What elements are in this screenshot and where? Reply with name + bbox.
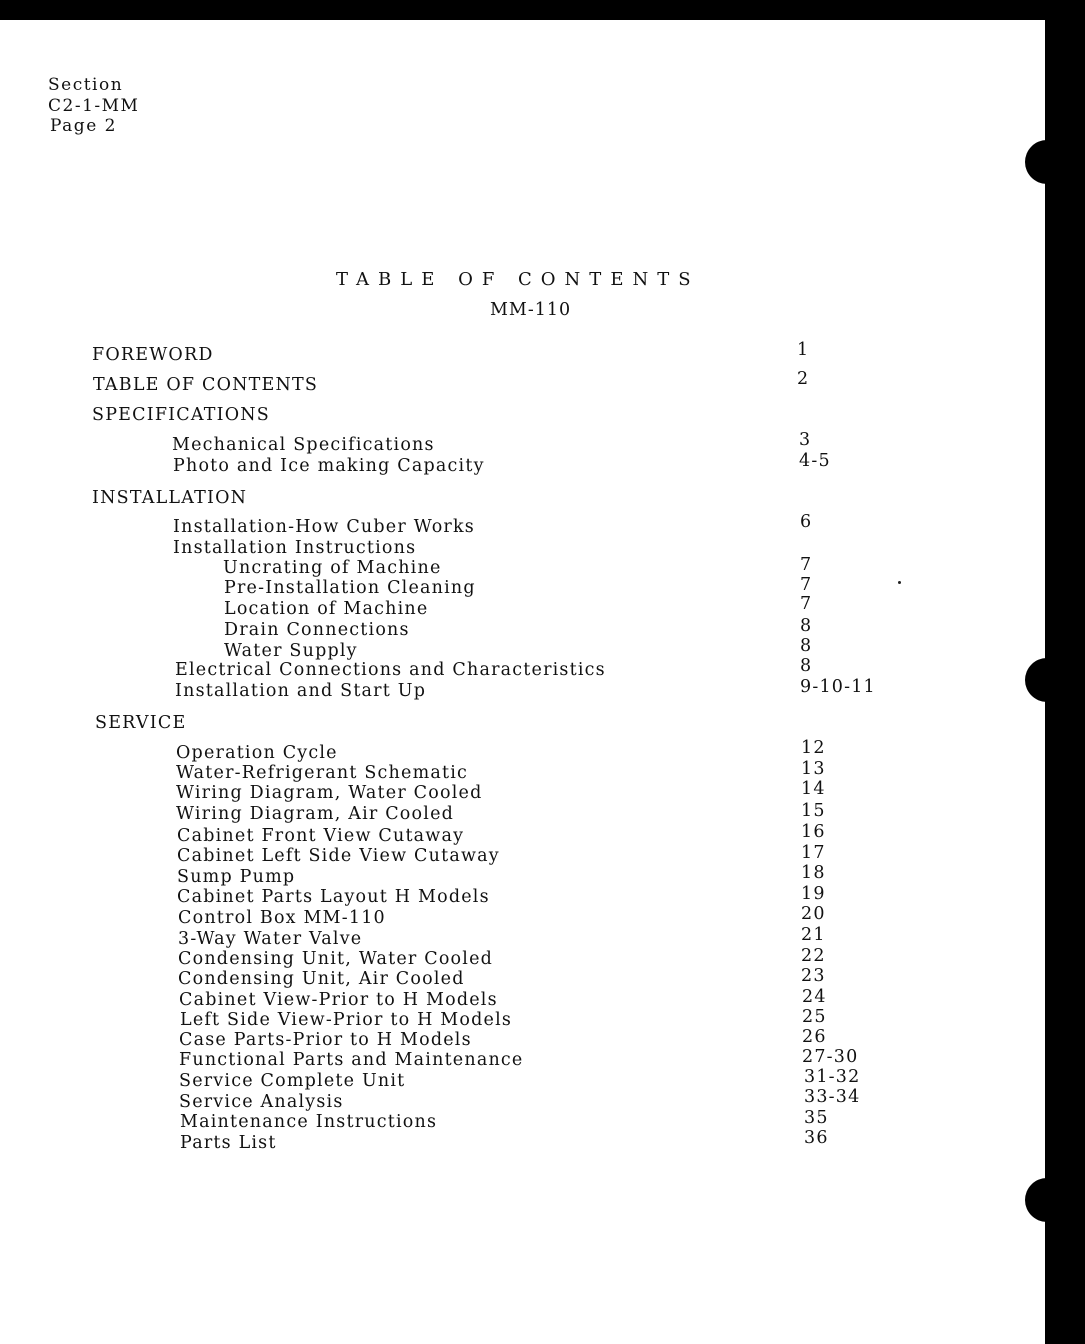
toc-entry: Wiring Diagram, Water Cooled [176, 783, 483, 803]
toc-page: 33-34 [804, 1087, 861, 1107]
toc-page: 23 [801, 966, 826, 986]
document-title: TABLE OF CONTENTS [336, 269, 700, 290]
toc-page: 7 [800, 555, 813, 575]
toc-page: 4-5 [799, 451, 831, 471]
toc-page: 15 [801, 801, 826, 821]
toc-entry: Cabinet Left Side View Cutaway [177, 846, 500, 866]
toc-page: 26 [802, 1027, 827, 1047]
toc-page: 31-32 [804, 1067, 861, 1087]
toc-page: 13 [801, 759, 826, 779]
toc-heading-contents: TABLE OF CONTENTS [93, 375, 319, 395]
toc-page: 21 [801, 925, 826, 945]
toc-entry: Wiring Diagram, Air Cooled [176, 804, 455, 824]
toc-page: 14 [801, 779, 826, 799]
toc-page: 25 [802, 1007, 827, 1027]
page-number: Page 2 [50, 116, 117, 136]
toc-page: 22 [801, 946, 826, 966]
toc-entry: Drain Connections [224, 620, 410, 640]
toc-entry: Pre-Installation Cleaning [224, 578, 476, 598]
toc-page: 12 [801, 738, 826, 758]
scan-speck [898, 581, 901, 584]
toc-entry: Service Complete Unit [179, 1071, 406, 1091]
section-label: Section [48, 75, 124, 95]
toc-page: 27-30 [802, 1047, 859, 1067]
toc-page: 35 [804, 1108, 829, 1128]
toc-entry: Left Side View-Prior to H Models [180, 1010, 513, 1030]
toc-entry: Sump Pump [177, 867, 296, 887]
toc-entry: Location of Machine [224, 599, 429, 619]
toc-heading-installation: INSTALLATION [92, 488, 248, 508]
toc-entry: Cabinet View-Prior to H Models [179, 990, 498, 1010]
toc-page: 8 [800, 616, 813, 636]
toc-page: 8 [800, 636, 813, 656]
toc-entry: Parts List [180, 1133, 277, 1153]
toc-entry: Control Box MM-110 [178, 908, 386, 928]
document-page [0, 20, 1045, 1344]
toc-entry: Water Supply [224, 641, 358, 661]
toc-page: 20 [801, 904, 826, 924]
toc-heading-service: SERVICE [95, 713, 187, 733]
model-number: MM-110 [490, 300, 572, 320]
toc-page: 2 [797, 369, 810, 389]
toc-page: 16 [801, 822, 826, 842]
toc-entry: Installation-How Cuber Works [173, 517, 475, 537]
toc-entry: Installation Instructions [173, 538, 417, 558]
toc-entry: Photo and Ice making Capacity [173, 456, 485, 476]
toc-entry: Functional Parts and Maintenance [179, 1050, 524, 1070]
binder-hole [1025, 1178, 1069, 1222]
toc-page: 24 [802, 987, 827, 1007]
toc-page: 19 [801, 884, 826, 904]
toc-entry: Maintenance Instructions [180, 1112, 438, 1132]
toc-heading-specifications: SPECIFICATIONS [92, 405, 270, 425]
toc-page: 17 [801, 843, 826, 863]
toc-entry: Cabinet Parts Layout H Models [177, 887, 490, 907]
toc-page: 8 [800, 656, 813, 676]
toc-entry: Installation and Start Up [175, 681, 427, 701]
toc-entry: Operation Cycle [176, 743, 338, 763]
toc-entry: 3-Way Water Valve [178, 929, 363, 949]
toc-entry: Case Parts-Prior to H Models [179, 1030, 472, 1050]
section-code: C2-1-MM [48, 96, 140, 116]
toc-entry: Condensing Unit, Air Cooled [178, 969, 465, 989]
toc-entry: Electrical Connections and Characteristics [175, 660, 606, 680]
toc-page: 6 [800, 512, 813, 532]
toc-entry: Cabinet Front View Cutaway [177, 826, 465, 846]
toc-entry: Condensing Unit, Water Cooled [178, 949, 494, 969]
toc-page: 7 [800, 575, 813, 595]
toc-entry: Water-Refrigerant Schematic [176, 763, 469, 783]
toc-page: 18 [801, 863, 826, 883]
binder-hole [1025, 140, 1069, 184]
toc-page: 9-10-11 [800, 677, 876, 697]
toc-page: 3 [799, 430, 812, 450]
toc-page: 1 [797, 340, 810, 360]
toc-page: 7 [800, 594, 813, 614]
toc-page: 36 [804, 1128, 829, 1148]
toc-entry: Mechanical Specifications [172, 435, 435, 455]
toc-entry: Uncrating of Machine [223, 558, 442, 578]
toc-heading-foreword: FOREWORD [92, 345, 214, 365]
toc-entry: Service Analysis [179, 1092, 344, 1112]
binder-hole [1025, 658, 1069, 702]
